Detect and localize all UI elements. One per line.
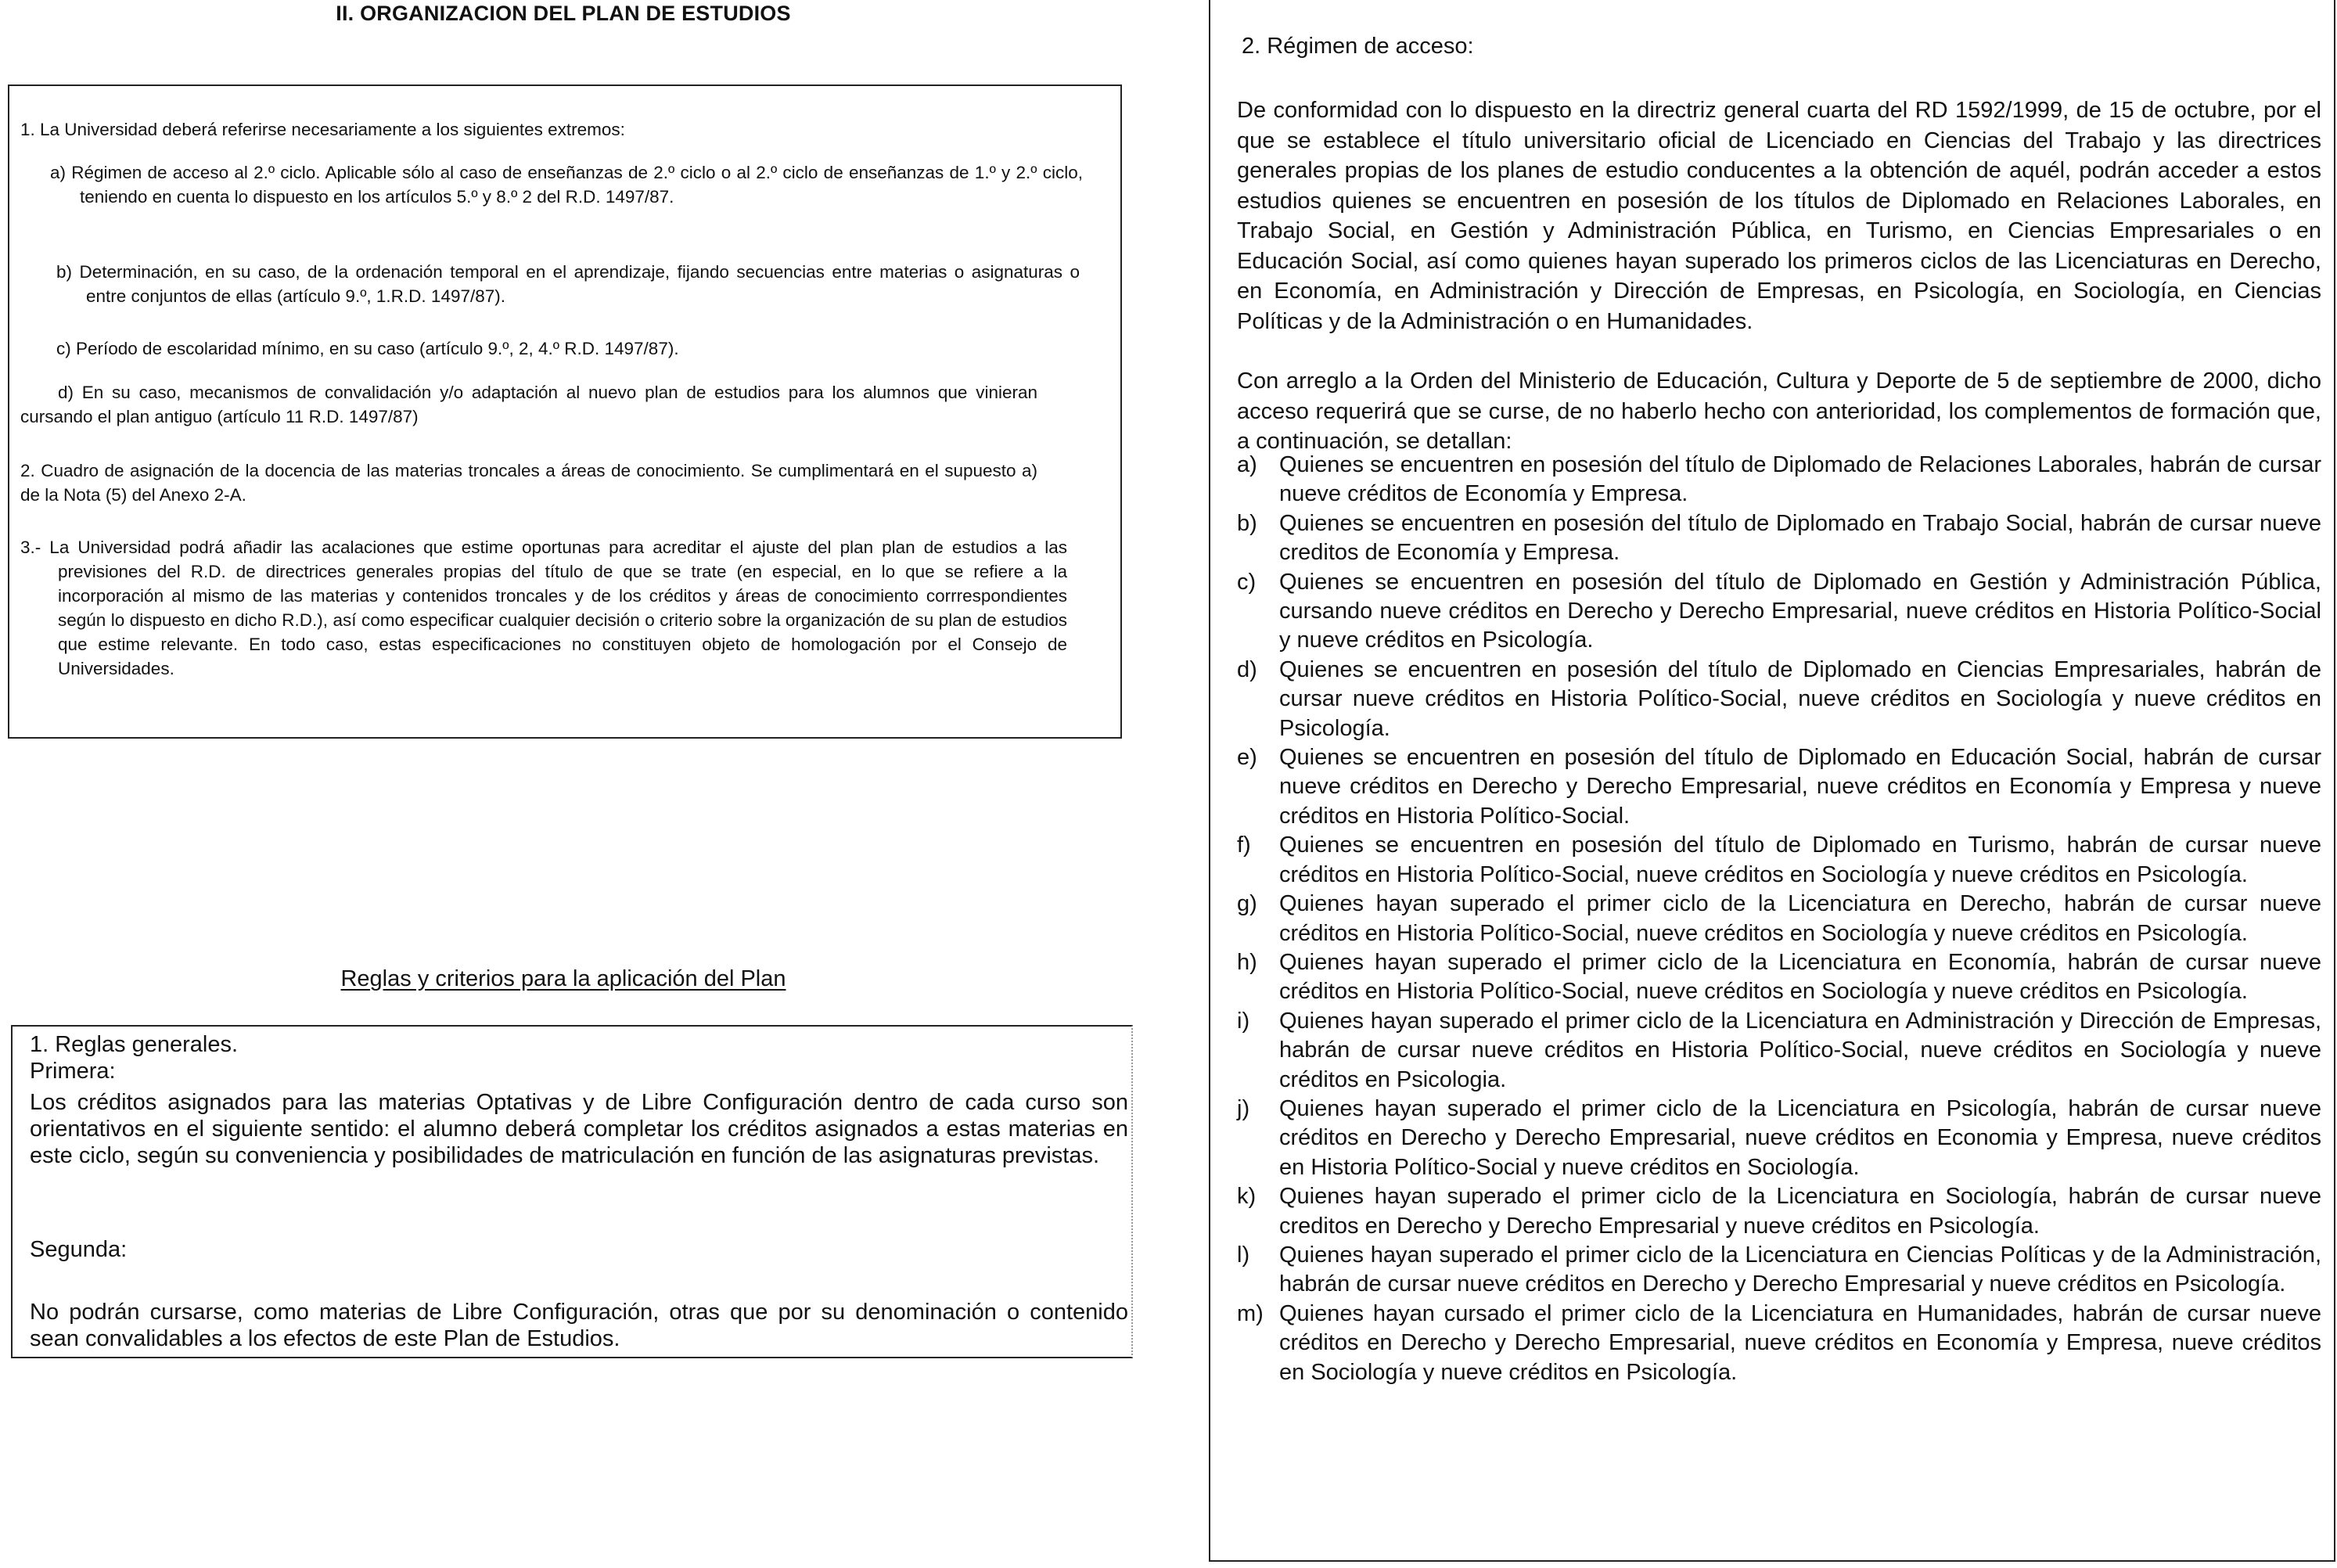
rule-first-text: Los créditos asignados para las materias Optativas y de Libre Configuración dentro de cada curso son orientativos en el siguiente sentido: el alumno deberá completar los créditos asignados a estas materias en este ciclo, según su conveniencia y posibilidades de matriculación en función de las asignaturas previstas. (30, 1090, 1128, 1168)
org-item-c: c) Período de escolaridad mínimo, en su caso (artículo 9.º, 2, 4.º R.D. 1497/87). (56, 339, 679, 358)
list-item (1237, 1300, 2321, 1387)
list-item-text: Quienes hayan superado el primer ciclo de la Licenciatura en Administración y Dirección de Empresas, habrán de cursar nueve créditos en Historia Político-Social, nueve créditos en Sociología y nueve créditos en Psicologia. (1279, 1008, 2321, 1092)
list-item-text: Quienes hayan superado el primer ciclo de la Licenciatura en Ciencias Políticas y de la Administración, habrán de cursar nueve créditos en Derecho y Derecho Empresarial y nueve créditos en Psicología. (1279, 1242, 2321, 1297)
list-item (1237, 1241, 2321, 1300)
list-item-label: k) (1237, 1184, 1257, 1210)
list-item (1237, 831, 2321, 890)
page-title: II. ORGANIZACION DEL PLAN DE ESTUDIOS (336, 2, 791, 25)
org-item-3: 3.- La Universidad podrá añadir las acalaciones que estime oportunas para acreditar el ajuste del plan plan de estudios a las previsiones del R.D. de directrices generales propias del título de que se trate (en especial, en lo que se refiere a la incorporación al mismo de las materias y contenidos troncales y de los créditos y áreas de conocimiento corrrespondientes según lo dispuesto en dicho R.D.), así como especificar cualquier decisión o criterio sobre la organización de su plan de estudios que estime relevante. En todo caso, estas especificaciones no constituyen objeto de homologación por el Consejo de Universidades. (20, 538, 1067, 678)
rule-first-label: Primera: (30, 1059, 116, 1084)
org-item-1: 1. La Universidad deberá referirse necesariamente a los siguientes extremos: (20, 120, 625, 139)
list-item-label: j) (1237, 1095, 1250, 1121)
list-item (1237, 948, 2321, 1007)
org-item-2: 2. Cuadro de asignación de la docencia de las materias troncales a áreas de conocimiento. Se cumplimentará en el supuesto a) de la Nota (5) del Anexo 2-A. (20, 461, 1037, 505)
organization-box (8, 85, 1122, 739)
list-item (1237, 1182, 2321, 1241)
list-item-label: h) (1237, 949, 1257, 975)
list-item-text: Quienes hayan superado el primer ciclo de la Licenciatura en Sociología, habrán de cursar nueve creditos en Derecho y Derecho Empresarial y nueve créditos en Psicología. (1279, 1184, 2321, 1239)
list-item-text: Quienes se encuentren en posesión del título de Diplomado en Gestión y Administración Pública, cursando nueve créditos en Derecho y Derecho Empresarial, nueve créditos en Historia Político-Social y nueve créditos en Psicología. (1279, 569, 2321, 653)
list-item-text: Quienes se encuentren en posesión del título de Diplomado en Educación Social, habrán de cursar nueve créditos en Derecho y Derecho Empresarial, nueve créditos en Economía y Empresa y nueve créditos en Historia Político-Social. (1279, 745, 2321, 829)
list-item-label: l) (1237, 1242, 1250, 1268)
list-item-text: Quienes se encuentren en posesión del título de Diplomado de Relaciones Laborales, habrán de cursar nueve créditos de Economía y Empresa. (1279, 452, 2321, 507)
list-item-label: c) (1237, 569, 1257, 595)
list-item-text: Quienes hayan superado el primer ciclo de la Licenciatura en Economía, habrán de cursar nueve créditos en Historia Político-Social, nueve créditos en Sociología y nueve créditos en Psicología. (1279, 949, 2321, 1005)
list-item-label: f) (1237, 833, 1251, 858)
access-heading: 2. Régimen de acceso: (1242, 34, 1474, 59)
list-item-text: Quienes hayan superado el primer ciclo de la Licenciatura en Psicología, habrán de cursar nueve créditos en Derecho y Derecho Empresarial, nueve créditos en Economia y Empresa, nueve créditos en Historia Político-Social y nueve créditos en Sociología. (1279, 1095, 2321, 1180)
access-intro-order: Con arreglo a la Orden del Ministerio de Educación, Cultura y Deporte de 5 de septiembre de 2000, dicho acceso requerirá que se curse, de no haberlo hecho con anterioridad, los complementos de formación que, a continuación, se detallan: (1237, 369, 2321, 454)
list-item (1237, 890, 2321, 948)
list-item (1237, 509, 2321, 568)
list-item-text: Quienes hayan superado el primer ciclo de la Licenciatura en Derecho, habrán de cursar nueve créditos en Historia Político-Social, nueve créditos en Sociología y nueve créditos en Psicología. (1279, 891, 2321, 946)
list-item-text: Quienes hayan cursado el primer ciclo de la Licenciatura en Humanidades, habrán de cursar nueve créditos en Derecho y Derecho Empresarial, nueve créditos en Economía y Empresa, nueve créditos en Sociología y nueve créditos en Psicología. (1279, 1300, 2321, 1385)
list-item-label: d) (1237, 656, 1257, 682)
list-item (1237, 568, 2321, 656)
list-item (1237, 451, 2321, 509)
list-item (1237, 1007, 2321, 1095)
access-requirements-list (1237, 451, 2321, 1387)
list-item-text: Quienes se encuentren en posesión del título de Diplomado en Ciencias Empresariales, habrán de cursar nueve créditos en Historia Político-Social, nueve créditos en Sociología y nueve créditos en Psicología. (1279, 656, 2321, 741)
access-box (1209, 0, 2335, 1562)
rules-title: Reglas y criterios para la aplicación del Plan (340, 966, 786, 991)
list-item-label: i) (1237, 1008, 1250, 1034)
rules-box (11, 1025, 1133, 1358)
list-item-label: e) (1237, 745, 1257, 771)
org-item-d: d) En su caso, mecanismos de convalidación y/o adaptación al nuevo plan de estudios para los alumnos que vinieran cursando el plan antiguo (artículo 11 R.D. 1497/87) (20, 383, 1037, 426)
rules-heading: 1. Reglas generales. (30, 1032, 238, 1057)
list-item-label: g) (1237, 891, 1257, 917)
list-item (1237, 656, 2321, 743)
rule-second-label: Segunda: (30, 1237, 128, 1262)
list-item-text: Quienes se encuentren en posesión del título de Diplomado en Turismo, habrán de cursar nueve créditos en Historia Político-Social, nueve créditos en Sociología y nueve créditos en Psicología. (1279, 833, 2321, 887)
list-item (1237, 1095, 2321, 1182)
list-item-label: m) (1237, 1300, 1264, 1326)
rule-second-text: No podrán cursarse, como materias de Libre Configuración, otras que por su denominación o contenido sean convalidables a los efectos de este Plan de Estudios. (30, 1300, 1128, 1351)
list-item-label: a) (1237, 452, 1257, 477)
access-intro: De conformidad con lo dispuesto en la directriz general cuarta del RD 1592/1999, de 15 de octubre, por el que se establece el título universitario oficial de Licenciado en Ciencias del Trabajo y las directrices generales propias de los planes de estudio conducentes a la obtención de aquél, podrán acceder a estos estudios quienes se encuentren en posesión de los títulos de Diplomado en Relaciones Laborales, en Trabajo Social, en Gestión y Administración Pública, en Turismo, en Ciencias Empresariales o en Educación Social, así como quienes hayan superado los primeros ciclos de las Licenciaturas en Derecho, en Economía, en Administración y Dirección de Empresas, en Psicología, en Sociología, en Ciencias Políticas y de la Administración o en Humanidades. (1237, 98, 2321, 334)
org-item-a: a) Régimen de acceso al 2.º ciclo. Aplicable sólo al caso de enseñanzas de 2.º ciclo o al 2.º ciclo de enseñanzas de 1.º y 2.º ciclo, teniendo en cuenta lo dispuesto en los artículos 5.º y 8.º 2 del R.D. 1497/87. (50, 163, 1083, 207)
list-item (1237, 743, 2321, 831)
org-item-b: b) Determinación, en su caso, de la ordenación temporal en el aprendizaje, fijando secuencias entre materias o asignaturas o entre conjuntos de ellas (artículo 9.º, 1.R.D. 1497/87). (56, 262, 1080, 306)
list-item-label: b) (1237, 510, 1257, 536)
list-item-text: Quienes se encuentren en posesión del título de Diplomado en Trabajo Social, habrán de cursar nueve creditos de Economía y Empresa. (1279, 510, 2321, 566)
